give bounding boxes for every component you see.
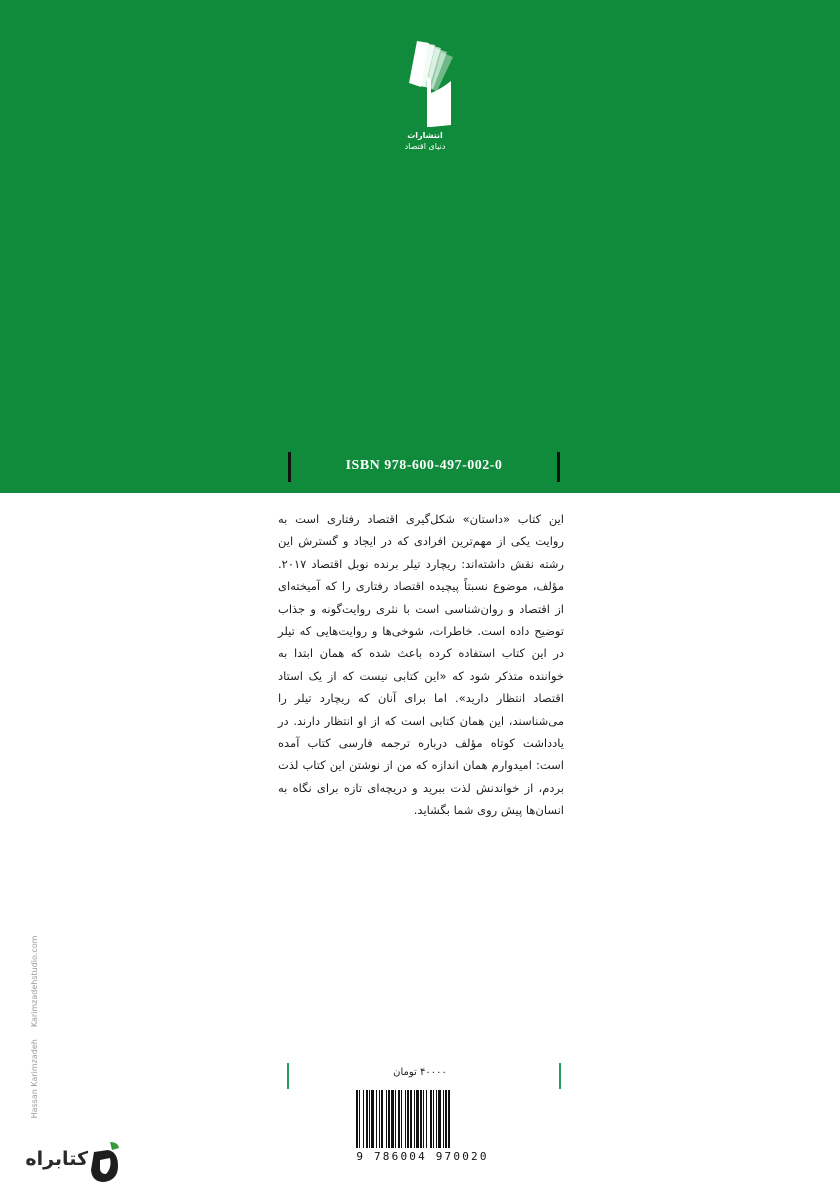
ketabrah-logo-text: کتابراه (25, 1148, 88, 1170)
open-book-icon (395, 35, 455, 130)
isbn-rule-left (288, 452, 291, 482)
price-rule-right (559, 1063, 561, 1089)
book-description: این کتاب «داستان» شکل‌گیری اقتصاد رفتاری است به روایت یکی از مهم‌ترین افرادی که در ایجاد و گسترش این رشته نقش داشته‌اند: ریچارد تیلر برنده نوبل اقتصاد ۲۰۱۷. مؤلف، موضوع نسبتاً پیچیده اقتصاد رفتاری را که آمیخته‌ای از اقتصاد و روان‌شناسی است با نثری روایت‌گونه و جذاب توضیح داده است. خاطرات، شوخی‌ها و روایت‌هایی که تیلر در این کتاب استفاده کرده باعث شده که همان ابتدا به خواننده متذکر شود که «این کتابی نیست که از یک استاد اقتصاد انتظار دارید». اما برای آنان که ریچارد تیلر را می‌شناسند، این همان کتابی است که از او انتظار دارند. در یادداشت کوتاه مؤلف درباره ترجمه فارسی کتاب آمده است: امیدوارم همان اندازه که من از نوشتن این کتاب لذت بردم، از خواندنش لذت ببرید و دریچه‌ای تازه برای نگاه به انسان‌ها پیش روی شما بگشاید. (278, 512, 564, 818)
designer-website: Karimzadehstudio.com (30, 935, 39, 1028)
isbn-rule-right (557, 452, 560, 482)
cover-top-panel (0, 0, 840, 493)
barcode-digits: 9 786004 970020 (350, 1150, 495, 1163)
ketabrah-logo[interactable] (18, 1128, 128, 1188)
publisher-logo (395, 35, 455, 155)
price-label: ۴۰۰۰۰ تومان (393, 1067, 447, 1078)
designer-credit (30, 912, 44, 1142)
publisher-name-line2: دنیای اقتصاد (404, 142, 446, 151)
price-rule-left (287, 1063, 289, 1089)
publisher-name-line1: انتشارات (407, 131, 443, 140)
ketabrah-logo-icon (88, 1140, 122, 1184)
isbn-barcode (350, 1088, 495, 1166)
designer-name: Hassan Karimzadeh (30, 1039, 39, 1119)
isbn-number: ISBN 978-600-497-002-0 (345, 458, 503, 473)
barcode-bars (350, 1088, 495, 1152)
